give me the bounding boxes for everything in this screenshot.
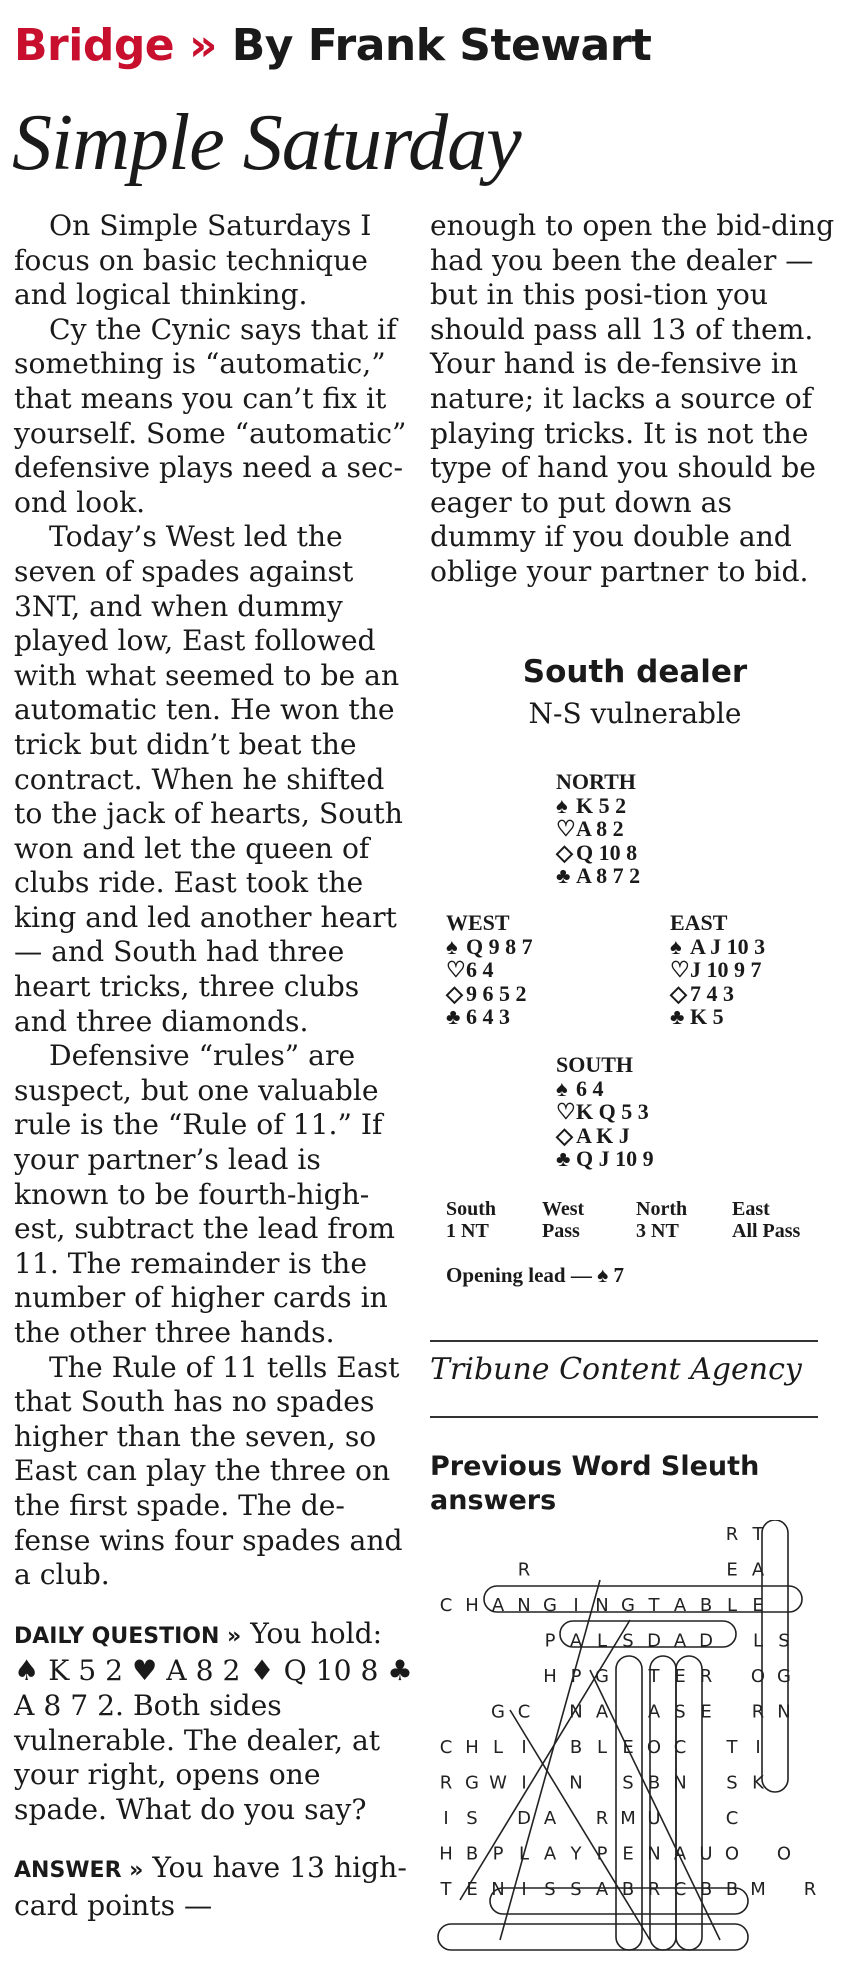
puzzle-letter: T [648,1595,660,1616]
puzzle-letter: N [595,1595,609,1616]
vulnerability-label: N-S vulnerable [528,697,742,730]
puzzle-letter: B [699,1879,713,1900]
puzzle-letter: S [778,1630,790,1652]
puzzle-letter: H [465,1737,479,1758]
puzzle-letter: E [674,1666,686,1687]
puzzle-letter: B [465,1843,479,1865]
puzzle-letter: R [751,1701,765,1723]
hand-name: EAST [670,910,728,935]
auction-bid: 3 NT [636,1220,679,1242]
puzzle-letter: D [517,1808,531,1829]
puzzle-letter: S [726,1772,738,1794]
puzzle-letter: G [777,1666,791,1687]
puzzle-letter: H [543,1666,557,1687]
puzzle-letter: R [439,1772,453,1794]
spades-holding: A J 10 3 [690,933,766,959]
left-column [14,209,416,1924]
hand-name: SOUTH [556,1052,634,1077]
column-header [14,20,651,71]
heart-icon: ♡ [556,816,576,841]
puzzle-letter: I [521,1737,527,1758]
puzzle-letter: A [751,1559,765,1581]
answer-text: You have 13 high-card points — [14,1851,407,1922]
puzzle-letter: L [518,1843,530,1865]
paragraph: The Rule of 11 tells East that South has no spades higher than the seven, so East can play the three on the first spade. The de-fense wins four spades and a club. [14,1350,403,1592]
puzzle-letter: C [439,1737,453,1758]
puzzle-letter: B [725,1879,739,1900]
puzzle-letter: G [491,1701,505,1723]
puzzle-letter: S [544,1879,556,1900]
puzzle-letter: P [570,1666,582,1687]
hand-west [446,911,533,1029]
hand-south [556,1053,654,1171]
diamond-icon: ◇ [670,980,687,1006]
puzzle-letter: I [521,1772,527,1794]
puzzle-letter: A [595,1701,609,1723]
puzzle-letter: G [465,1772,479,1794]
puzzle-letter: C [439,1595,453,1616]
puzzle-letter: T [726,1737,738,1758]
club-icon: ♣ [556,863,571,888]
auction-bid: All Pass [732,1220,801,1242]
paragraph: On Simple Saturdays I focus on basic technique and logical thinking. [14,209,372,312]
paragraph: Defensive “rules” are suspect, but one valuable rule is the “Rule of 11.” If your partner’s lead is known to be fourth-high-est, subtract the lead from 11. The remainder is the number of higher cards in the other three hands. [14,1039,395,1349]
puzzle-letter: I [443,1808,449,1829]
spades-holding: Q 9 8 7 [466,933,533,959]
puzzle-letter: L [492,1737,504,1758]
hearts-holding: J 10 9 7 [690,957,762,982]
hand-name: NORTH [556,769,636,794]
puzzle-letter: H [465,1595,479,1616]
diamonds-holding: 7 4 3 [690,980,734,1006]
puzzle-letter: G [595,1666,609,1687]
puzzle-letter: D [647,1630,661,1652]
puzzle-letter: E [622,1843,634,1865]
puzzle-letter: T [752,1524,764,1545]
hand-name: WEST [446,910,510,935]
puzzle-letter: A [595,1879,609,1900]
clubs-holding: 6 4 3 [466,1004,510,1029]
puzzle-letter: S [674,1701,686,1723]
puzzle-letter: I [573,1595,579,1616]
puzzle-letter: R [803,1879,817,1900]
puzzle-letter: M [620,1808,636,1829]
puzzle-letter: C [673,1879,687,1900]
puzzle-letter: R [595,1808,609,1829]
daily-question-text: You hold: ♠ K 5 2 ♥ A 8 2 ♦ Q 10 8 ♣ A 8 7 2. Both sides vulnerable. The dealer, at your right, opens one spade. What do you say? [14,1616,413,1826]
diamonds-holding: A K J [576,1122,630,1148]
puzzle-letter: Y [570,1843,582,1865]
puzzle-letter: L [752,1630,764,1652]
puzzle-letter: E [700,1701,712,1723]
puzzle-title-text: Previous Word Sleuth answers [430,1451,760,1516]
auction-column [446,1198,496,1242]
puzzle-letter: N [673,1772,687,1794]
puzzle-letter: N [569,1772,583,1794]
puzzle-letter: L [726,1595,738,1616]
answer-continued: enough to open the bid-ding had you been the dealer — but in this posi-tion you should pass all 13 of them. Your hand is de-fensive in nature; it lacks a source of playing tricks. It is not the type of hand you should be eager to put down as dummy if you double and oblige your partner to bid. [430,209,835,588]
puzzle-title [430,1450,858,1518]
club-icon: ♣ [446,1004,461,1029]
puzzle-letter: A [543,1843,557,1865]
puzzle-letter: A [673,1595,687,1616]
puzzle-letter: T [648,1666,660,1687]
puzzle-letter: G [621,1595,635,1616]
heart-icon: ♡ [670,957,690,982]
diamond-icon: ◇ [556,1122,573,1148]
puzzle-letter: S [622,1772,634,1794]
auction-column [542,1198,584,1242]
puzzle-letter: K [752,1772,764,1794]
heart-icon: ♡ [446,957,466,982]
puzzle-letter: O [750,1666,766,1687]
credit-line: Tribune Content Agency [430,1352,802,1387]
answer-label: ANSWER » [14,1858,144,1884]
puzzle-letter: N [517,1595,531,1616]
dealer-label: South dealer [522,654,748,690]
puzzle-letter: A [673,1630,687,1652]
puzzle-letter: L [596,1630,608,1652]
puzzle-letter: O [646,1737,662,1758]
diamonds-holding: 9 6 5 2 [466,980,527,1006]
spade-icon: ♠ [556,1075,568,1101]
puzzle-letter: P [492,1843,504,1865]
puzzle-letter: S [622,1630,634,1652]
puzzle-letter: D [699,1630,713,1652]
spade-icon: ♠ [446,933,458,959]
article-title: Simple Saturday [12,99,521,187]
puzzle-letters [439,1524,816,1900]
puzzle-letter: U [699,1843,713,1865]
puzzle-letter: B [569,1737,583,1758]
puzzle-letter: A [569,1630,583,1652]
puzzle-letter: E [726,1559,738,1581]
puzzle-letter: O [724,1843,740,1865]
puzzle-letter: P [596,1843,608,1865]
puzzle-letter: B [699,1595,713,1616]
auction-seat: North [636,1198,688,1220]
diamond-icon: ◇ [556,839,573,865]
auction-seat: West [542,1198,585,1220]
diamond-icon: ◇ [446,980,463,1006]
daily-question [14,1617,416,1828]
puzzle-letter: P [544,1630,556,1652]
spades-holding: K 5 2 [576,792,627,818]
paragraph: Today’s West led the seven of spades against 3NT, and when dummy played low, East followed with what seemed to be an automatic ten. He won the trick but didn’t beat the contract. When he shifted to the jack of hearts, South won and let the queen of clubs ride. East took the king and led another heart — and South had three heart tricks, three clubs and three diamonds. [14,520,403,1038]
puzzle-letter: S [570,1879,582,1900]
auction-seat: East [732,1198,770,1220]
clubs-holding: K 5 [690,1004,724,1029]
answer-outline [762,1520,791,1792]
puzzle-letter: O [776,1843,792,1865]
puzzle-letter: R [699,1666,713,1687]
auction-column [732,1198,800,1242]
puzzle-letter: E [752,1595,764,1616]
puzzle-letter: A [491,1595,505,1616]
answer [14,1851,416,1923]
puzzle-letter: R [517,1559,531,1581]
right-column [430,209,840,590]
puzzle-letter: C [673,1737,687,1758]
hearts-holding: K Q 5 3 [576,1099,649,1124]
divider [430,1340,818,1342]
puzzle-letter: I [755,1737,761,1758]
puzzle-letter: C [517,1701,531,1723]
puzzle-letter: N [491,1879,505,1900]
auction-bid: Pass [542,1220,580,1242]
puzzle-letter: W [489,1772,507,1794]
puzzle-letter: A [543,1808,557,1829]
hearts-holding: A 8 2 [576,816,624,841]
word-sleuth-grid [430,1520,830,1960]
byline: By Frank Stewart [231,20,652,71]
puzzle-letter: N [777,1701,791,1723]
hearts-holding: 6 4 [466,957,494,982]
spade-icon: ♠ [556,792,568,818]
divider [430,1416,818,1418]
hand-east [670,911,765,1029]
auction-column [636,1198,687,1242]
clubs-holding: Q J 10 9 [576,1146,654,1171]
puzzle-letter: U [647,1808,661,1829]
auction-bid: 1 NT [446,1220,489,1242]
puzzle-letter: L [596,1737,608,1758]
opening-lead: Opening lead — ♠ 7 [446,1263,625,1287]
puzzle-letter: G [543,1595,557,1616]
puzzle-letter: B [621,1879,635,1900]
club-icon: ♣ [556,1146,571,1171]
puzzle-letter: M [750,1879,766,1900]
puzzle-letter: E [622,1737,634,1758]
hand-north [556,770,640,888]
section-label: Bridge » [14,20,217,71]
daily-question-label: DAILY QUESTION » [14,1623,242,1649]
puzzle-letter: R [647,1879,661,1900]
club-icon: ♣ [670,1004,685,1029]
paragraph: Cy the Cynic says that if something is “automatic,” that means you can’t fix it yourself. Some “automatic” defensive plays need a sec-ond look. [14,312,407,519]
diamonds-holding: Q 10 8 [576,839,638,865]
puzzle-letter: N [647,1843,661,1865]
puzzle-letter: H [439,1843,453,1865]
clubs-holding: A 8 7 2 [576,863,641,888]
puzzle-letter: A [673,1843,687,1865]
puzzle-letter: C [725,1808,739,1829]
puzzle-letter: A [647,1701,661,1723]
puzzle-letter: S [466,1808,478,1829]
puzzle-letter: R [725,1524,739,1545]
puzzle-letter: N [569,1701,583,1723]
puzzle-letter: B [647,1772,661,1794]
spades-holding: 6 4 [576,1075,604,1101]
puzzle-letter: E [466,1879,478,1900]
answer-outline [673,1656,702,1950]
auction-seat: South [446,1198,497,1220]
puzzle-letter: T [440,1879,452,1900]
spade-icon: ♠ [670,933,682,959]
puzzle-letter: I [521,1879,527,1900]
heart-icon: ♡ [556,1099,576,1124]
